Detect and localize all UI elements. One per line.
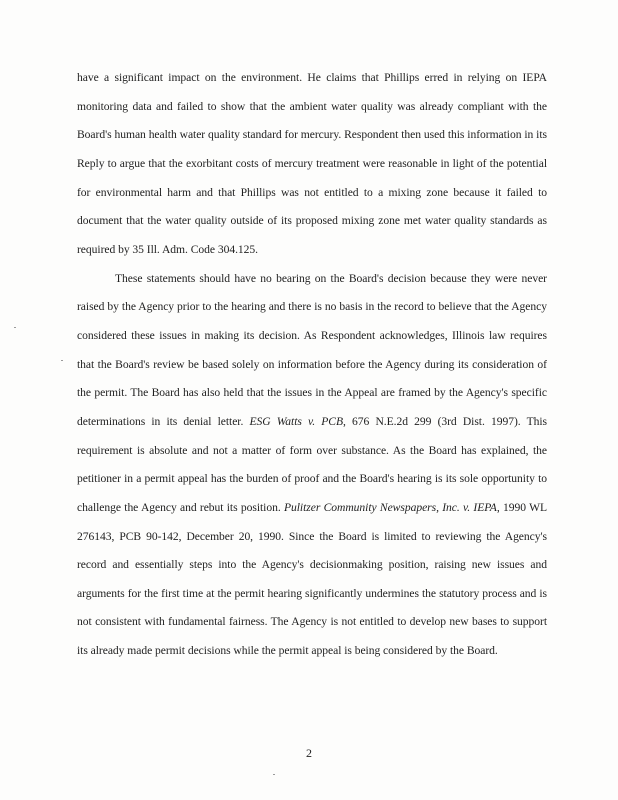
scan-speck (273, 774, 275, 775)
paragraph-2-text-b: , 676 N.E.2d 299 (3rd Dist. 1997). This requirement is absolute and not a matter of form over substance. As the Board has explained, the petitioner in a permit appeal has the burden of proof and the Board's hearing is its sole opportunity to challenge the Agency and rebut its position. (77, 414, 547, 514)
paragraph-2-text-c: , 1990 WL 276143, PCB 90-142, December 20, 1990. Since the Board is limited to reviewing the Agency's record and essentially steps into the Agency's decisionmaking position, raising new issues and arguments for the first time at the permit hearing significantly undermines the statutory process and is not consistent with fundamental fairness. The Agency is not entitled to develop new bases to support its already made permit decisions while the permit appeal is being considered by the Board. (77, 500, 547, 658)
paragraph-2 (77, 265, 547, 666)
page-number: 2 (306, 746, 312, 760)
scan-speck (61, 360, 63, 361)
paragraph-1 (77, 64, 547, 265)
paragraph-1-text: have a significant impact on the environment. He claims that Phillips erred in relying on IEPA monitoring data and failed to show that the ambient water quality was already compliant with the Board's human health water quality standard for mercury. Respondent then used this information in its Reply to argue that the exorbitant costs of mercury treatment were reasonable in light of the potential for environmental harm and that Phillips was not entitled to a mixing zone because it failed to document that the water quality outside of its proposed mixing zone met water quality standards as required by 35 Ill. Adm. Code 304.125. (77, 71, 547, 256)
case-citation-pulitzer: Pulitzer Community Newspapers, Inc. v. IEPA (283, 500, 497, 514)
document-body (77, 64, 547, 666)
paragraph-2-text-a: These statements should have no bearing on the Board's decision because they were never raised by the Agency prior to the hearing and there is no basis in the record to believe that the Agency considered these issues in making its decision. As Respondent acknowledges, Illinois law requires that the Board's review be based solely on information before the Agency during its consideration of the permit. The Board has also held that the issues in the Appeal are framed by the Agency's specific determinations in its denial letter. (77, 271, 547, 428)
case-citation-esg-watts: ESG Watts v. PCB (249, 414, 344, 428)
scan-speck (14, 327, 16, 328)
